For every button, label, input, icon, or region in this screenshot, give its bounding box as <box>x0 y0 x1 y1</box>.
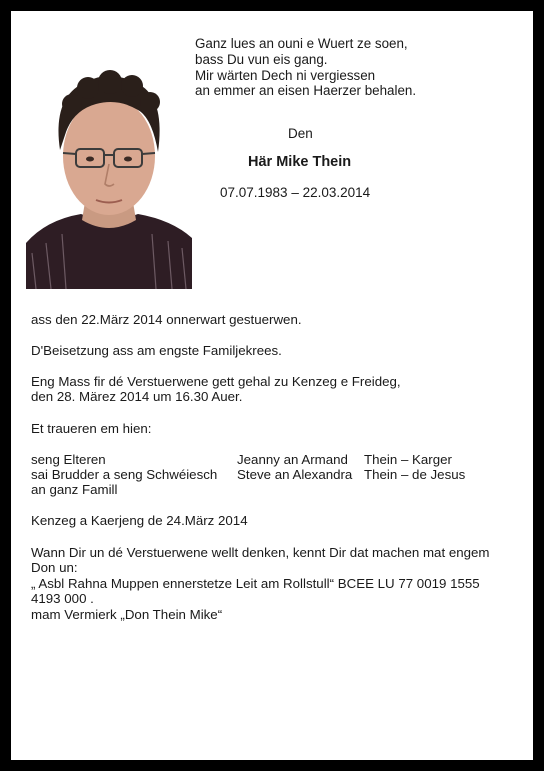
poem-line: an emmer an eisen Haerzer behalen. <box>195 83 417 99</box>
mourner-relation: seng Elteren <box>31 452 106 467</box>
donation-line1: Wann Dir un dé Verstuerwene wellt denken, kennt Dir dat machen mat engem <box>31 545 490 560</box>
deceased-name: Här Mike Thein <box>248 154 352 170</box>
poem-line: Ganz lues an ouni e Wuert ze soen, <box>195 36 408 51</box>
burial-notice: D'Beisetzung ass am engste Familjekrees. <box>31 343 282 358</box>
donation-line3: „ Asbl Rahna Muppen ennerstetze Leit am Rollstull“ BCEE LU 77 0019 1555 <box>31 576 480 591</box>
donation-line4: 4193 000 . <box>31 591 94 606</box>
mourner-names: Jeanny an Armand <box>237 452 348 467</box>
death-notice: ass den 22.März 2014 onnerwart gestuerwen. <box>31 312 302 327</box>
obituary-page <box>11 11 533 760</box>
mourner-names: Steve an Alexandra <box>237 467 353 482</box>
mass-notice-line2: den 28. Märez 2014 um 16.30 Auer. <box>31 389 243 404</box>
mourner-family: Thein – Karger <box>364 452 452 467</box>
intro-word: Den <box>288 126 313 141</box>
mourner-relation: an ganz Famill <box>31 482 118 497</box>
donation-line5: mam Vermierk „Don Thein Mike“ <box>31 607 223 622</box>
mourner-family: Thein – de Jesus <box>364 467 466 482</box>
poem-line: Mir wärten Dech ni vergiessen <box>195 67 376 83</box>
mourners-intro: Et traueren em hien: <box>31 421 152 436</box>
mourner-relation: sai Brudder a seng Schwéiesch <box>31 467 218 482</box>
place-date: Kenzeg a Kaerjeng de 24.März 2014 <box>31 513 248 528</box>
life-dates: 07.07.1983 – 22.03.2014 <box>220 185 371 200</box>
poem <box>195 36 416 99</box>
mass-notice-line1: Eng Mass fir dé Verstuerwene gett gehal zu Kenzeg e Freideg, <box>31 374 401 389</box>
poem-line: bass Du vun eis gang. <box>195 51 328 67</box>
donation-line2: Don un: <box>31 560 78 575</box>
portrait-photo <box>26 38 192 289</box>
